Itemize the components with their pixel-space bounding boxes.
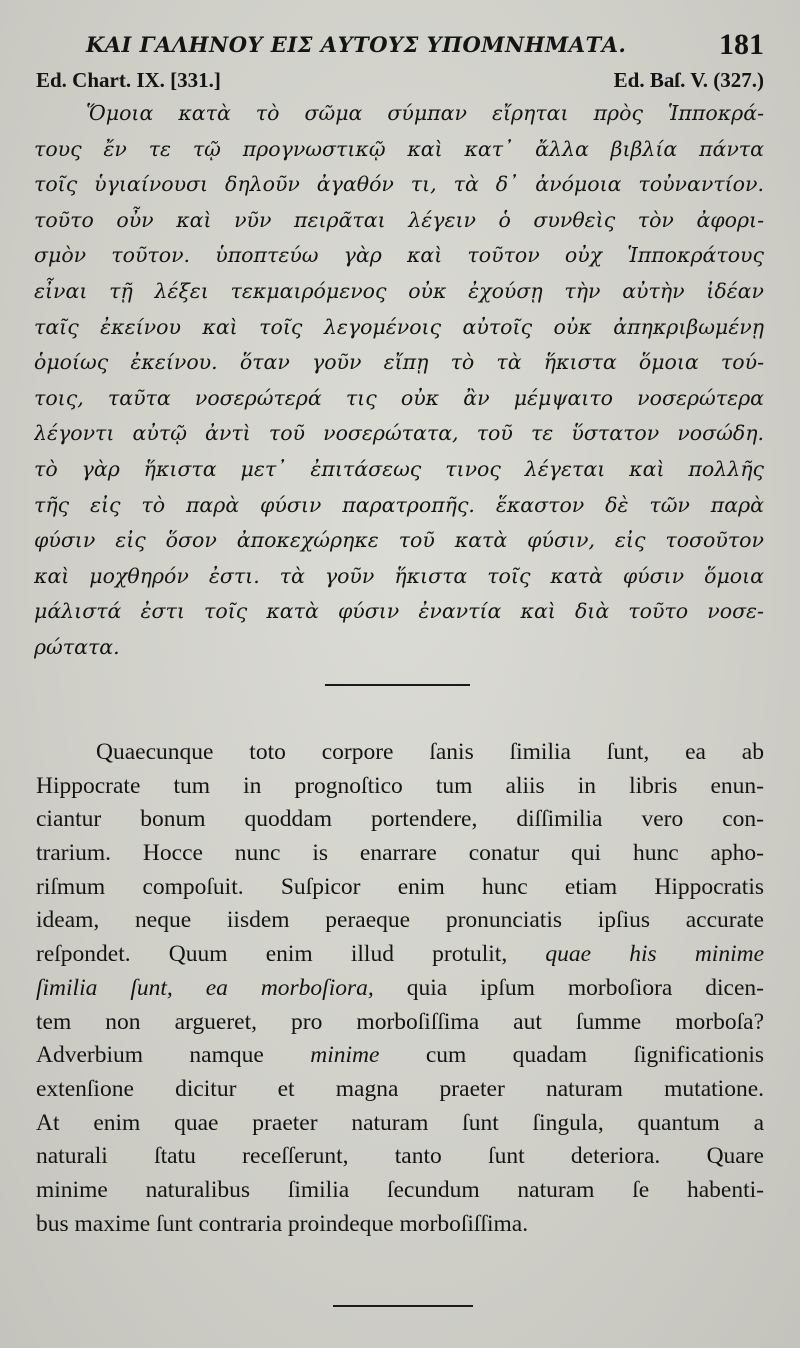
- edition-line: [36, 68, 764, 96]
- latin-line: minime naturalibus ſimilia ſecundum naturam ſe habenti-: [36, 1176, 764, 1203]
- greek-paragraph: [34, 96, 764, 666]
- latin-italic-quote: ſimilia ſunt, ea morboſiora,: [36, 974, 374, 1001]
- latin-line: bus maxime ſunt contraria proindeque morboſiſſima.: [36, 1210, 529, 1237]
- greek-line: τοις, ταῦτα νοσερώτερά τις οὐκ ἂν μέμψαιτο νοσερώτερα: [34, 385, 764, 410]
- greek-line: τῆς εἰς τὸ παρὰ φύσιν παρατροπῆς. ἕκαστον δὲ τῶν παρὰ: [34, 492, 764, 517]
- edition-left: Ed. Chart. IX. [331.]: [36, 68, 221, 92]
- edition-right: Ed. Baſ. V. (327.): [613, 68, 764, 92]
- latin-line: trarium. Hocce nunc is enarrare conatur qui hunc apho-: [36, 840, 764, 867]
- latin-line: Hippocrate tum in prognoſtico tum aliis in libris enun-: [36, 772, 764, 799]
- running-head: [0, 28, 800, 68]
- greek-line: ὁμοίως ἐκείνου. ὅταν γοῦν εἴπῃ τὸ τὰ ἥκιστα ὅμοια τού-: [34, 350, 764, 375]
- latin-line: Quaecunque toto corpore ſanis ſimilia ſunt, ea ab: [96, 739, 764, 765]
- latin-text-run: quia ipſum morboſiora dicen-: [406, 974, 764, 1001]
- latin-line: ideam, neque iisdem peraeque pronunciatis ipſius accurate: [36, 907, 764, 934]
- greek-line: τους ἔν τε τῷ προγνωστικῷ καὶ κατ᾽ ἄλλα βιβλία πάντα: [34, 136, 764, 161]
- latin-line: tem non argueret, pro morboſiſſima aut ſumme morboſa?: [36, 1008, 764, 1035]
- latin-line: riſmum compoſuit. Suſpicor enim hunc etiam Hippocratis: [36, 873, 764, 900]
- latin-line: extenſione dicitur et magna praeter naturam mutatione.: [36, 1075, 764, 1102]
- greek-line: λέγοντι αὐτῷ ἀντὶ τοῦ νοσερώτατα, τοῦ τε ὕστατον νοσώδη.: [34, 421, 764, 446]
- greek-line: καὶ μοχθηρόν ἐστι. τὰ γοῦν ἥκιστα τοῖς κατὰ φύσιν ὅμοια: [34, 563, 764, 588]
- greek-line: εἶναι τῇ λέξει τεκμαιρόμενος οὐκ ἐχούσῃ τὴν αὐτὴν ἰδέαν: [34, 278, 764, 303]
- latin-italic-quote: quae his minime: [545, 941, 764, 968]
- latin-line: [36, 938, 764, 972]
- latin-text-run: reſpondet. Quum enim illud protulit,: [36, 941, 508, 968]
- section-divider: [325, 684, 470, 686]
- page-number: 181: [719, 28, 764, 61]
- latin-line: At enim quae praeter naturam ſunt ſingula, quantum a: [36, 1109, 764, 1136]
- greek-line: μάλιστά ἐστι τοῖς κατὰ φύσιν ἐναντία καὶ διὰ τοῦτο νοσε-: [34, 599, 764, 624]
- greek-line: ταῖς ἐκείνου καὶ τοῖς λεγομένοις αὐτοῖς οὐκ ἀπηκριβωμένῃ: [34, 314, 764, 339]
- latin-text-run: cum quadam ſignificationis: [425, 1042, 764, 1069]
- greek-line: φύσιν εἰς ὅσον ἀποκεχώρηκε τοῦ κατὰ φύσιν, εἰς τοσοῦτον: [34, 528, 764, 553]
- greek-line: σμὸν τοῦτον. ὑποπτεύω γὰρ καὶ τοῦτον οὐχ Ἱπποκράτους: [34, 243, 764, 268]
- running-title: ΚΑΙ ΓΑΛΗΝΟΥ ΕΙΣ ΑΥΤΟΥΣ ΥΠΟΜΝΗΜΑΤΑ.: [86, 32, 627, 57]
- latin-italic-word: minime: [310, 1042, 380, 1069]
- greek-line: ρώτατα.: [34, 634, 120, 659]
- latin-line: naturali ſtatu receſſerunt, tanto ſunt deteriora. Quare: [36, 1143, 764, 1170]
- latin-line: [36, 972, 764, 1006]
- greek-line: τὸ γὰρ ἥκιστα μετ᾽ ἐπιτάσεως τινος λέγεται καὶ πολλῆς: [34, 456, 764, 481]
- greek-line: τοῦτο οὖν καὶ νῦν πειρᾶται λέγειν ὁ συνθεὶς τὸν ἀφορι-: [34, 207, 764, 232]
- latin-paragraph: [36, 736, 764, 1241]
- latin-line: [36, 1039, 764, 1073]
- latin-text-run: Adverbium namque: [36, 1042, 264, 1069]
- greek-line: Ὅμοια κατὰ τὸ σῶμα σύμπαν εἴρηται πρὸς Ἱπποκρά-: [86, 101, 764, 125]
- latin-line: ciantur bonum quoddam portendere, diſſimilia vero con-: [36, 806, 764, 833]
- section-divider: [333, 1305, 473, 1307]
- greek-line: τοῖς ὑγιαίνουσι δηλοῦν ἀγαθόν τι, τὰ δ᾽ ἀνόμοια τοὐναντίον.: [34, 172, 764, 197]
